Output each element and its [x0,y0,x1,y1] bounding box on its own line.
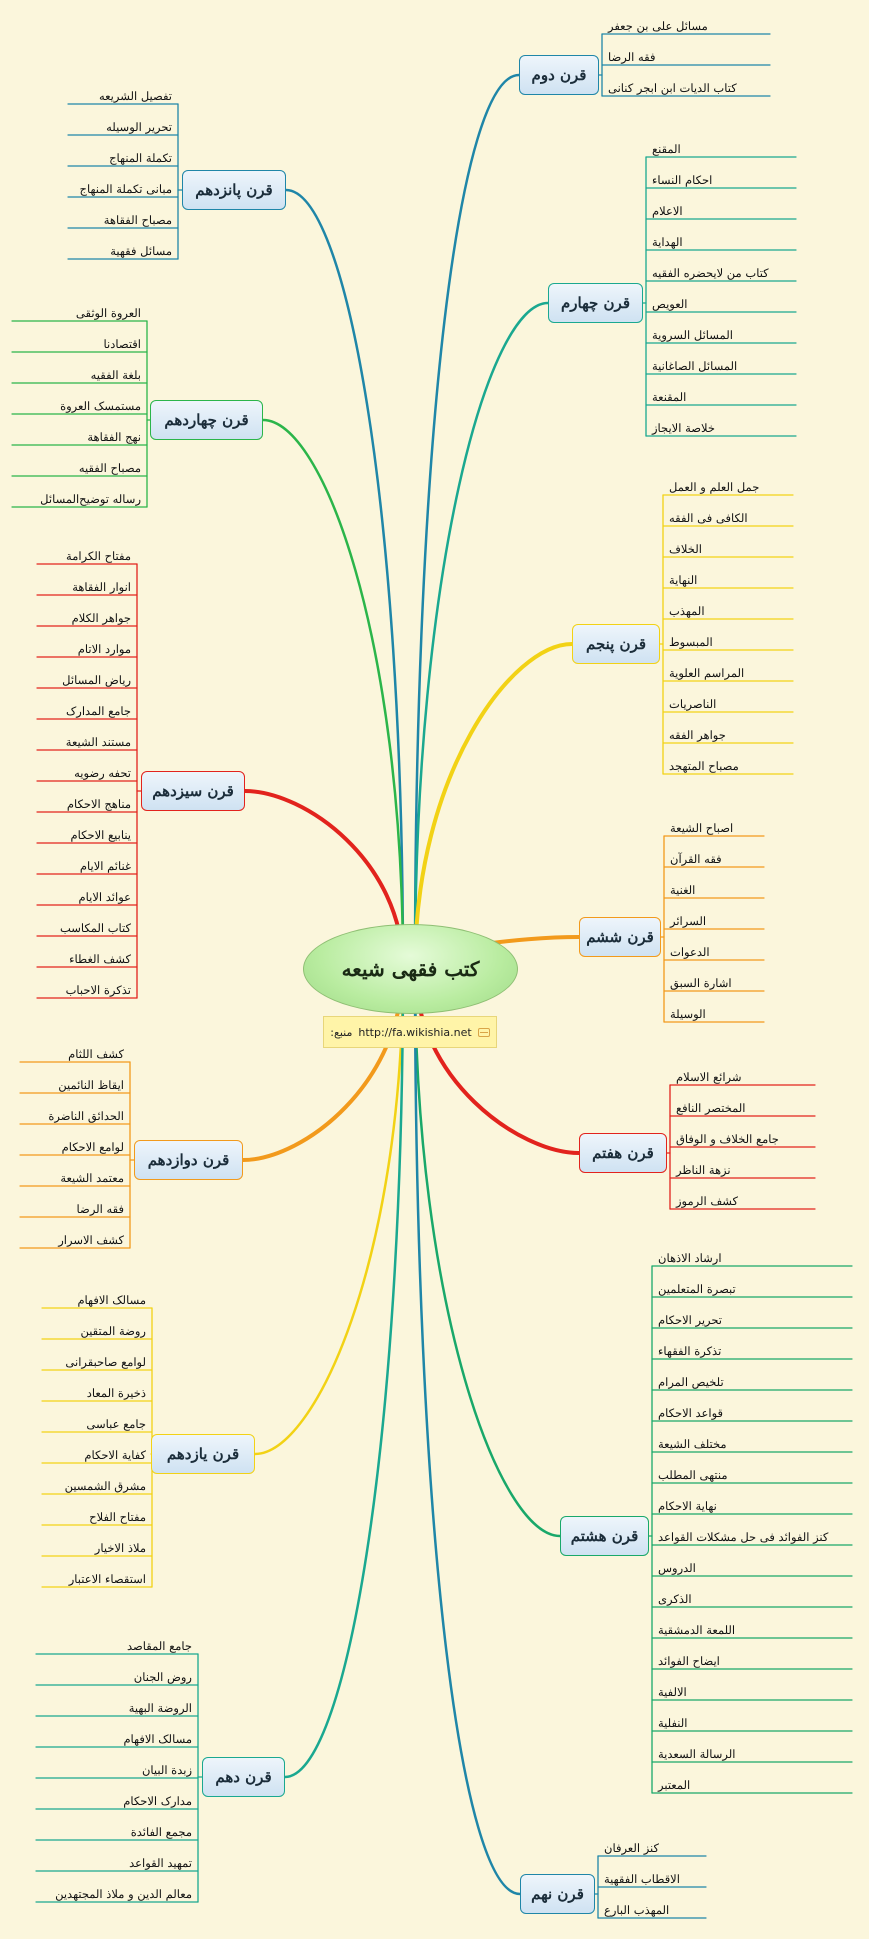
book-item[interactable]: روض الجنان [133,1670,192,1684]
book-item[interactable]: الاعلام [652,204,683,218]
book-item[interactable]: الالفیة [658,1685,687,1699]
book-item[interactable]: تحریر الوسیله [106,120,172,134]
book-item[interactable]: الخلاف [669,542,702,556]
book-item[interactable]: الروضة البهیة [128,1701,192,1715]
branch-c13[interactable]: قرن سیزدهم [141,771,245,811]
book-item[interactable]: الناصریات [669,697,717,711]
book-item[interactable]: تفصیل الشریعه [98,89,172,103]
book-item[interactable]: الکافی فی الفقه [669,511,748,525]
root-node[interactable] [303,924,518,1014]
book-item[interactable]: مسالک الافهام [77,1293,146,1307]
book-item[interactable]: کفایة الاحکام [84,1448,146,1462]
book-item[interactable]: شرائع الاسلام [676,1070,742,1084]
book-item[interactable]: روضة المتقین [80,1324,146,1338]
book-item[interactable]: کشف الغطاء [69,952,131,966]
book-item[interactable]: ریاض المسائل [62,673,131,687]
connector-c9 [415,968,520,1894]
book-item[interactable]: النهایة [669,573,698,587]
book-item[interactable]: مفتاح الفلاح [89,1510,146,1524]
book-item[interactable]: ذخیرة المعاد [86,1386,146,1400]
book-item[interactable]: بلغة الفقیه [90,368,141,382]
book-item[interactable]: فقه الرضا [76,1202,124,1216]
book-item[interactable]: عوائد الایام [78,890,131,904]
book-item[interactable]: المسائل السرویة [652,328,733,342]
book-item[interactable]: مختلف الشیعة [658,1437,727,1451]
book-item[interactable]: جامع عباسی [86,1417,146,1431]
branch-c9[interactable]: قرن نهم [520,1874,595,1914]
book-item[interactable]: جامع الخلاف و الوفاق [676,1132,779,1146]
book-item[interactable]: الرسالة السعدیة [658,1747,736,1761]
source-note [323,1016,497,1048]
book-item[interactable]: تلخیص المرام [658,1375,724,1389]
book-item[interactable]: المختصر النافع [676,1101,746,1115]
book-item[interactable]: اقتصادنا [103,337,141,351]
book-item[interactable]: جواهر الکلام [71,611,131,625]
book-item[interactable]: اصباح الشیعة [670,821,734,835]
book-item[interactable]: العویص [652,297,688,311]
book-item[interactable]: تکملة المنهاج [109,151,172,165]
book-item[interactable]: الغنیة [670,883,696,897]
book-item[interactable]: الدعوات [670,945,710,959]
book-item[interactable]: جواهر الفقه [669,728,726,742]
branch-c11[interactable]: قرن یازدهم [151,1434,255,1474]
book-item[interactable]: المعتبر [658,1778,691,1792]
book-item[interactable]: الاقطاب الفقهیة [604,1872,680,1886]
book-item[interactable]: قواعد الاحکام [658,1406,724,1420]
book-item[interactable]: اشارة السبق [670,976,732,990]
book-item[interactable]: لوامع الاحکام [61,1140,124,1154]
book-item[interactable]: مستند الشیعة [65,735,131,749]
book-item[interactable]: ایقاظ النائمین [58,1078,124,1092]
note-icon [478,1028,490,1037]
book-item[interactable]: فقه القرآن [670,852,722,866]
branch-c4[interactable]: قرن چهارم [548,283,643,323]
branch-c8[interactable]: قرن هشتم [560,1516,649,1556]
book-item[interactable]: تذکرة الفقهاء [658,1344,722,1358]
book-item[interactable]: ایضاح الفوائد [658,1654,720,1668]
book-item[interactable]: المقنعة [652,390,687,404]
book-item[interactable]: ارشاد الاذهان [658,1251,722,1265]
book-item[interactable]: مصباح المتهجد [669,759,739,773]
book-item[interactable]: احکام النساء [652,173,713,187]
branch-c7[interactable]: قرن هفتم [579,1133,667,1173]
book-item[interactable]: مشرق الشمسین [64,1479,146,1493]
book-item[interactable]: السرائر [670,914,707,928]
book-item[interactable]: مجمع الفائدة [130,1825,192,1839]
connector-c15 [286,190,403,968]
book-item[interactable]: نهایة الاحکام [658,1499,717,1513]
book-item[interactable]: المراسم العلویة [669,666,745,680]
book-item[interactable]: النفلیة [658,1716,688,1730]
book-item[interactable]: اللمعة الدمشقیة [658,1623,736,1637]
book-item[interactable]: المهذب البارع [604,1903,670,1917]
book-item[interactable]: نهج الفقاهة [87,430,141,444]
book-item[interactable]: جمل العلم و العمل [669,480,760,494]
book-item[interactable]: استقصاء الاعتبار [68,1572,146,1586]
book-item[interactable]: مفتاح الکرامة [66,549,131,563]
book-item[interactable]: الوسیلة [670,1007,706,1021]
book-item[interactable]: کشف اللثام [68,1047,124,1061]
book-item[interactable]: تمهید القواعد [129,1856,192,1870]
book-item[interactable]: جامع المقاصد [126,1639,192,1653]
book-item[interactable]: مسائل فقهیة [110,244,172,258]
book-item[interactable]: خلاصة الایجاز [652,421,715,435]
branch-c15[interactable]: قرن پانزدهم [182,170,286,210]
connector-c5 [415,644,572,968]
book-item[interactable]: الهدایة [652,235,683,249]
book-item[interactable]: کنز الفوائد فی حل مشکلات القواعد [658,1530,829,1544]
book-item[interactable]: ینابیع الاحکام [70,828,131,842]
book-item[interactable]: معالم الدین و ملاذ المجتهدین [55,1887,192,1901]
book-item[interactable]: العروة الوثقی [75,306,141,320]
book-item[interactable]: مبانی تکملة المنهاج [79,182,172,196]
book-item[interactable]: کتاب الدیات ابن ابجر کنانی [608,81,737,95]
book-item[interactable]: رساله توضیح‌المسائل [40,492,141,506]
book-item[interactable]: کشف الرموز [676,1194,738,1208]
book-item[interactable]: زبدة البیان [141,1763,192,1777]
book-item[interactable]: مدارک الاحکام [123,1794,192,1808]
book-item[interactable]: المسائل الصاغانیة [652,359,738,373]
book-item[interactable]: مسائل علی بن جعفر [608,19,708,33]
book-item[interactable]: تحفه رضویه [74,766,131,780]
book-item[interactable]: مصباح الفقیه [78,461,141,475]
branch-c5[interactable]: قرن پنجم [572,624,660,664]
book-item[interactable]: انوار الفقاهة [72,580,131,594]
book-item[interactable]: کشف الاسرار [58,1233,124,1247]
book-item[interactable]: فقه الرضا [608,50,656,64]
book-item[interactable]: کنز العرفان [604,1841,659,1855]
book-item[interactable]: المقنع [652,142,681,156]
source-label: منبع: [330,1025,353,1039]
book-item[interactable]: تحریر الاحکام [658,1313,723,1327]
book-item[interactable]: ملاذ الاخیار [94,1541,146,1555]
book-item[interactable]: الحدائق الناضرة [48,1109,124,1123]
book-item[interactable]: مناهج الاحکام [66,797,131,811]
book-item[interactable]: المهذب [669,604,705,618]
book-item[interactable]: لوامع صاحبقرانی [65,1355,146,1369]
book-item[interactable]: تبصرة المتعلمین [658,1282,736,1296]
branch-c10[interactable]: قرن دهم [202,1757,285,1797]
branch-c2[interactable]: قرن دوم [519,55,599,95]
book-item[interactable]: الذکری [658,1592,692,1606]
book-item[interactable]: تذکرة الاحباب [65,983,131,997]
book-item[interactable]: کتاب من لایحضره الفقیه [652,266,769,280]
book-item[interactable]: موارد الاتام [77,642,131,656]
book-item[interactable]: مسالک الافهام [123,1732,192,1746]
book-item[interactable]: نزهة الناظر [676,1163,731,1177]
book-item[interactable]: منتهی المطلب [658,1468,728,1482]
book-item[interactable]: الدروس [658,1561,696,1575]
book-item[interactable]: مصباح الفقاهة [103,213,172,227]
branch-c6[interactable]: قرن ششم [579,917,661,957]
book-item[interactable]: کتاب المکاسب [59,921,131,935]
branch-c12[interactable]: قرن دوازدهم [134,1140,243,1180]
connector-c10 [285,968,403,1777]
book-item[interactable]: مستمسک العروة [60,399,141,413]
source-url[interactable]: http://fa.wikishia.net [358,1025,472,1039]
root-title: کتب فقهی شیعه [341,957,480,981]
book-item[interactable]: المبسوط [669,635,713,649]
book-item[interactable]: جامع المدارک [66,704,131,718]
book-item[interactable]: معتمد الشیعة [60,1171,124,1185]
book-item[interactable]: غنائم الایام [79,859,131,873]
branch-c14[interactable]: قرن چهاردهم [150,400,263,440]
